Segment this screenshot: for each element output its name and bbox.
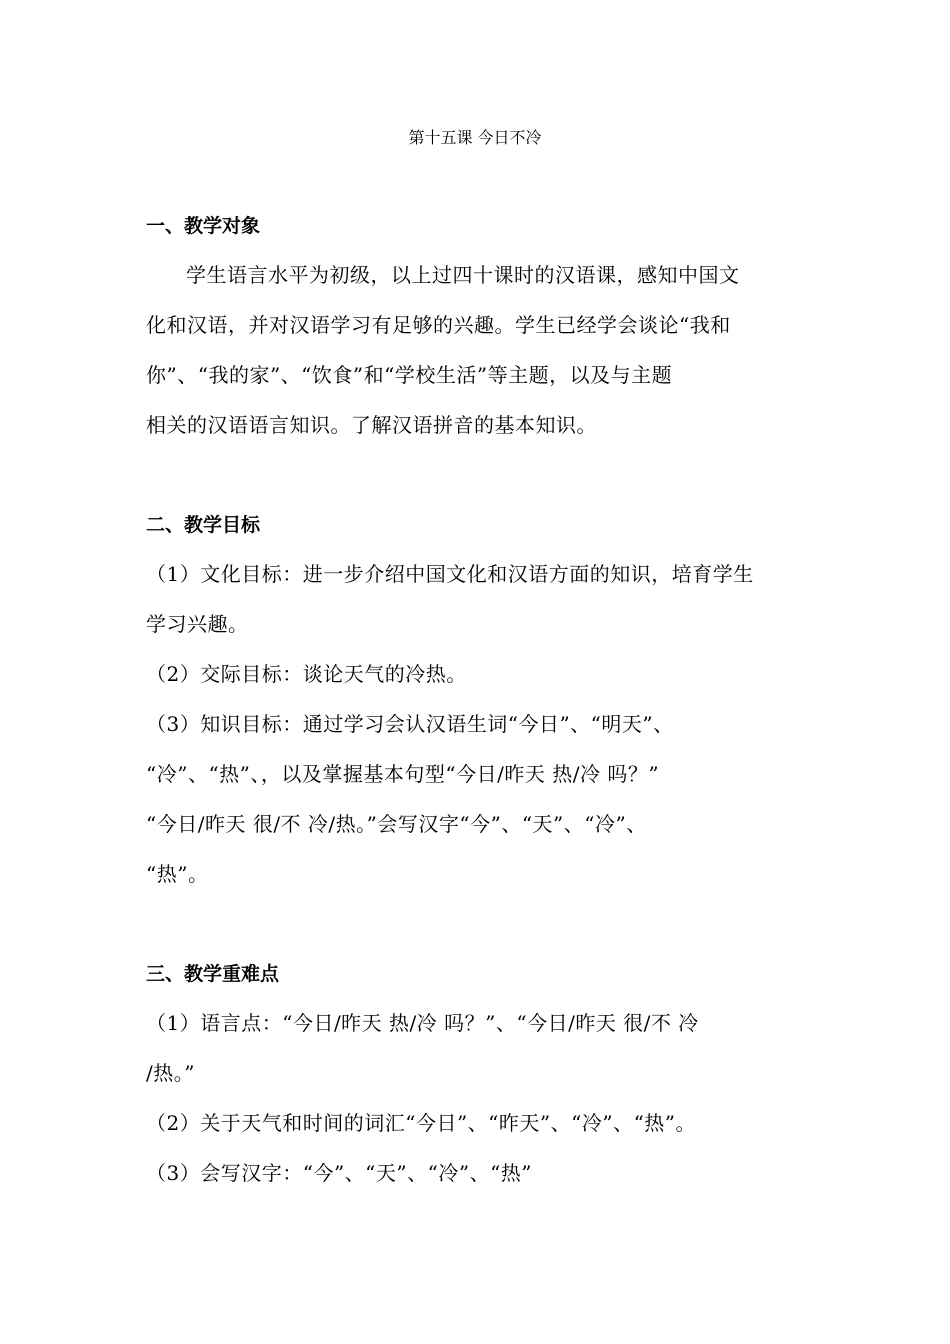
paragraph-line: （3）知识目标：通过学习会认汉语生词“今日”、“明天”、	[146, 712, 674, 736]
section-heading-teaching-goals: 二、教学目标	[146, 514, 261, 536]
paragraph-line: （1）文化目标：进一步介绍中国文化和汉语方面的知识，培育学生	[146, 562, 754, 586]
paragraph-line: （1）语言点：“今日/昨天 热/冷 吗？”、“今日/昨天 很/不 冷	[146, 1011, 699, 1035]
lesson-title: 第十五课 今日不冷	[408, 128, 542, 147]
paragraph-line: “冷”、“热”、，以及掌握基本句型“今日/昨天 热/冷 吗？”	[146, 762, 660, 786]
paragraph-line: 你”、“我的家”、“饮食”和“学校生活”等主题，以及与主题	[146, 363, 673, 387]
paragraph-line: （3）会写汉字：“今”、“天”、“冷”、“热”	[146, 1161, 533, 1185]
paragraph-line: 学习兴趣。	[146, 612, 249, 636]
section-heading-key-difficulties: 三、教学重难点	[146, 963, 280, 985]
paragraph-line: 相关的汉语语言知识。了解汉语拼音的基本知识。	[146, 413, 597, 437]
paragraph-line: 化和汉语，并对汉语学习有足够的兴趣。学生已经学会谈论“我和	[146, 313, 731, 337]
paragraph-line: 学生语言水平为初级，以上过四十课时的汉语课，感知中国文	[186, 263, 740, 287]
paragraph-line: （2）关于天气和时间的词汇“今日”、“昨天”、“冷”、“热”。	[146, 1111, 697, 1135]
section-heading-teaching-target: 一、教学对象	[146, 215, 261, 237]
paragraph-line: “今日/昨天 很/不 冷/热。”会写汉字“今”、“天”、“冷”、	[146, 812, 647, 836]
paragraph-line: /热。”	[146, 1061, 195, 1085]
paragraph-line: “热”。	[146, 862, 209, 886]
paragraph-line: （2）交际目标：谈论天气的冷热。	[146, 662, 467, 686]
